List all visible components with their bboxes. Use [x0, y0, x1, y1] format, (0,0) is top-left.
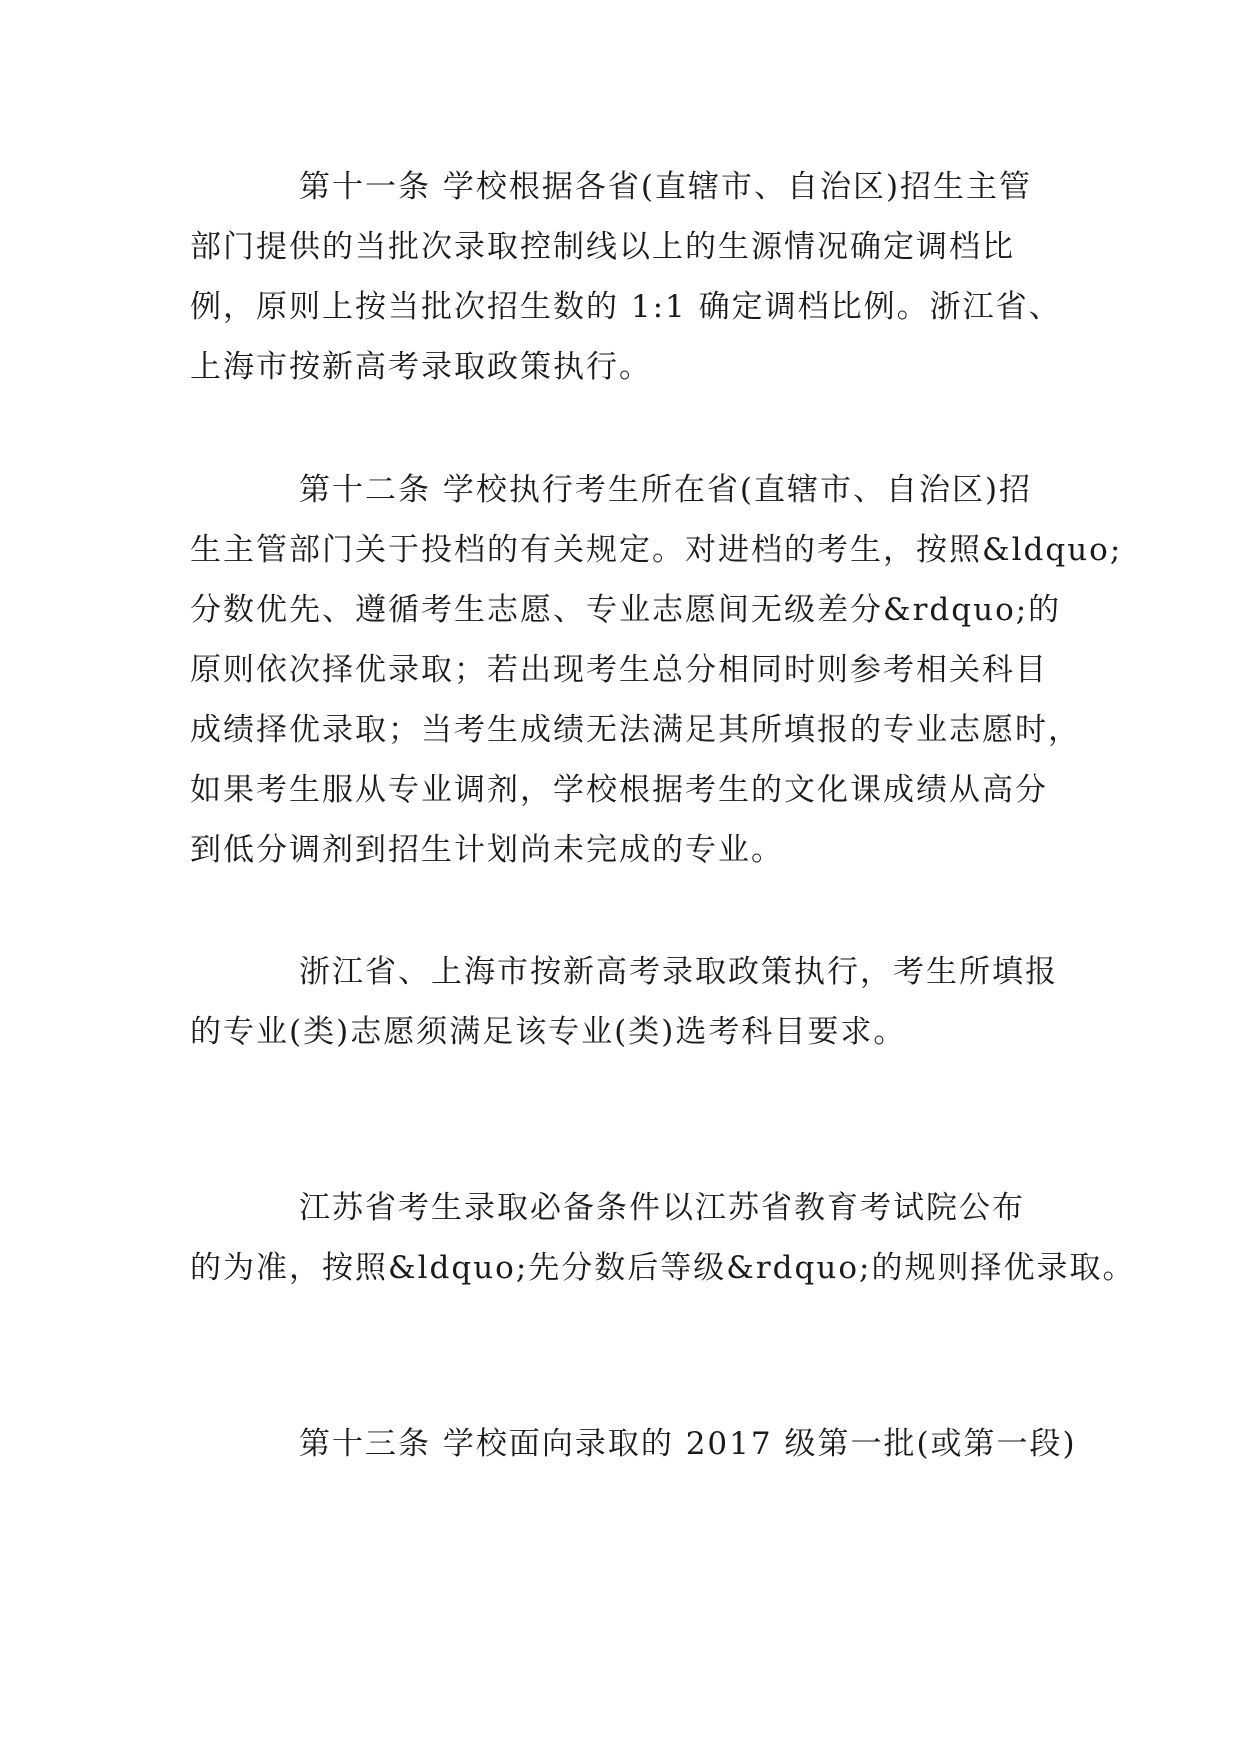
- paragraph-jiangsu: [190, 1178, 1136, 1298]
- text-line: 浙江省、上海市按新高考录取政策执行，考生所填报: [299, 954, 1058, 990]
- text-line: 如果考生服从专业调剂，学校根据考生的文化课成绩从高分: [190, 772, 1048, 808]
- text-line: 部门提供的当批次录取控制线以上的生源情况确定调档比: [190, 229, 1015, 265]
- text-line: 的专业(类)志愿须满足该专业(类)选考科目要求。: [190, 1014, 907, 1050]
- text-line: 到低分调剂到招生计划尚未完成的专业。: [190, 832, 784, 868]
- paragraph-article-13: [190, 1414, 1077, 1474]
- text-line: 第十一条 学校根据各省(直辖市、自治区)招生主管: [299, 169, 1033, 205]
- text-line: 成绩择优录取；当考生成绩无法满足其所填报的专业志愿时，: [190, 712, 1081, 748]
- text-line: 江苏省考生录取必备条件以江苏省教育考试院公布: [299, 1190, 1025, 1226]
- text-line: 原则依次择优录取；若出现考生总分相同时则参考相关科目: [190, 652, 1048, 688]
- paragraph-zhejiang-shanghai: [190, 942, 1056, 1062]
- text-line: 第十三条 学校面向录取的 2017 级第一批(或第一段): [299, 1426, 1077, 1462]
- text-line: 第十二条 学校执行考生所在省(直辖市、自治区)招: [299, 472, 1033, 508]
- text-line: 分数优先、遵循考生志愿、专业志愿间无级差分&rdquo;的: [190, 592, 1062, 628]
- paragraph-article-12: [190, 460, 1123, 880]
- text-line: 上海市按新高考录取政策执行。: [190, 349, 652, 385]
- paragraph-article-11: [190, 157, 1062, 397]
- text-line: 的为准，按照&ldquo;先分数后等级&rdquo;的规则择优录取。: [190, 1250, 1136, 1286]
- text-line: 例，原则上按当批次招生数的 1:1 确定调档比例。浙江省、: [190, 289, 1062, 325]
- text-line: 生主管部门关于投档的有关规定。对进档的考生，按照&ldquo;: [190, 532, 1123, 568]
